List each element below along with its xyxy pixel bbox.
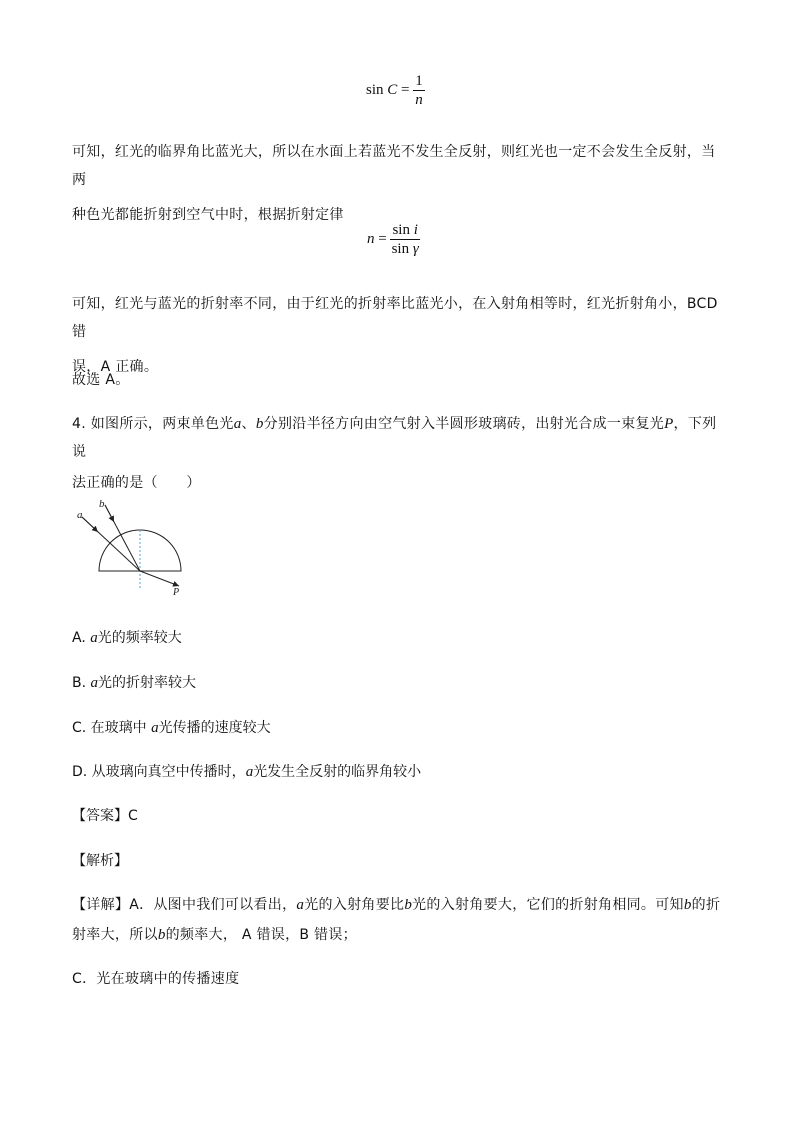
- question-line-1: [72, 410, 724, 466]
- detail-line-2: [72, 921, 724, 949]
- question-number: 4.: [72, 416, 86, 432]
- option-c: [72, 718, 271, 738]
- detail-text: 光的入射角要大，它们的折射角相同。可知: [412, 897, 684, 913]
- option-text: 光的频率较大: [97, 630, 182, 646]
- analysis-label: 【解析】: [72, 853, 128, 869]
- var-a: a: [90, 675, 99, 691]
- formula-critical-angle: [366, 72, 425, 109]
- detail-line-1: [72, 891, 724, 919]
- var-b: b: [404, 897, 413, 913]
- detail-text: A．从图中我们可以看出，: [129, 897, 297, 913]
- var-a: a: [296, 897, 305, 913]
- label-p: P: [173, 587, 180, 598]
- label-b: b: [99, 498, 105, 510]
- question-text: 如图所示，两束单色光: [90, 416, 234, 432]
- formula-sin: sin: [366, 81, 384, 98]
- paragraph-line: 种色光都能折射到空气中时，根据折射定律: [72, 207, 344, 223]
- option-b: [72, 673, 196, 693]
- question-text: ，下列说: [72, 416, 717, 460]
- formula-var-c: C: [387, 81, 398, 98]
- var-b: b: [683, 897, 692, 913]
- fraction-denominator: [390, 240, 419, 258]
- option-prefix: A.: [72, 630, 86, 646]
- var-a: a: [90, 630, 98, 646]
- detail-text: 射率大，所以: [72, 927, 158, 943]
- detail-line-3: C．光在玻璃中的传播速度: [72, 971, 240, 987]
- previous-choice: 故选 A。: [72, 372, 130, 388]
- answer-label: 【答案】: [72, 808, 128, 824]
- option-text: 光发生全反射的临界角较小: [253, 764, 422, 780]
- paragraph-line: 误，A 正确。: [72, 359, 159, 375]
- paragraph-line: 可知，红光与蓝光的折射率不同，由于红光的折射率比蓝光小，在入射角相等时，红光折射角小，BCD 错: [72, 296, 718, 340]
- paragraph-critical-angle: [72, 138, 724, 229]
- var-b: b: [157, 927, 166, 943]
- ray-a-arrow: [82, 517, 98, 532]
- var-i: i: [413, 222, 418, 238]
- formula-fraction: [413, 72, 425, 109]
- question-text: 、: [241, 416, 256, 432]
- var-a: a: [245, 764, 254, 780]
- formula-var-n: n: [367, 230, 375, 247]
- answer-line: [72, 806, 138, 826]
- option-prefix: C. 在玻璃中: [72, 720, 147, 736]
- semicircle-glass-figure: [72, 492, 202, 602]
- question-line-2: 法正确的是（ ）: [72, 475, 201, 491]
- option-a: [72, 628, 182, 648]
- option-prefix: D. 从玻璃向真空中传播时，: [72, 764, 246, 780]
- option-prefix: B.: [72, 675, 87, 691]
- question-text: 分别沿半径方向由空气射入半圆形玻璃砖，出射光合成一束复光: [263, 416, 665, 432]
- var-p: P: [664, 416, 674, 432]
- question-4: [72, 410, 724, 497]
- detail-text: 的折: [691, 897, 721, 913]
- var-gamma: γ: [412, 241, 419, 257]
- formula-refraction-law: [367, 221, 420, 258]
- detail-paragraph: [72, 891, 724, 993]
- option-text: 光的折射率较大: [98, 675, 197, 691]
- detail-label: 【详解】: [72, 897, 130, 913]
- sin-fn: sin: [392, 222, 410, 238]
- detail-text: 的频率大， A 错误，B 错误；: [165, 927, 357, 943]
- label-a: a: [77, 509, 83, 521]
- formula-fraction: [390, 221, 419, 258]
- formula-equals: =: [378, 230, 387, 247]
- option-d: [72, 762, 421, 782]
- answer-value: C: [128, 808, 138, 824]
- sin-fn: sin: [391, 241, 410, 257]
- option-text: 光传播的速度较大: [158, 720, 271, 736]
- fraction-denominator: n: [415, 92, 423, 108]
- var-b: b: [255, 416, 264, 432]
- var-a: a: [151, 720, 159, 736]
- formula-equals: =: [401, 81, 410, 98]
- paragraph-line: 可知，红光的临界角比蓝光大，所以在水面上若蓝光不发生全反射，则红光也一定不会发生全反射，当两: [72, 144, 716, 188]
- detail-text: 光的入射角要比: [304, 897, 405, 913]
- fraction-numerator: 1: [415, 73, 423, 89]
- ray-p: [140, 571, 179, 586]
- fraction-numerator: [390, 221, 419, 240]
- var-a: a: [233, 416, 242, 432]
- ray-b-arrow: [105, 505, 114, 522]
